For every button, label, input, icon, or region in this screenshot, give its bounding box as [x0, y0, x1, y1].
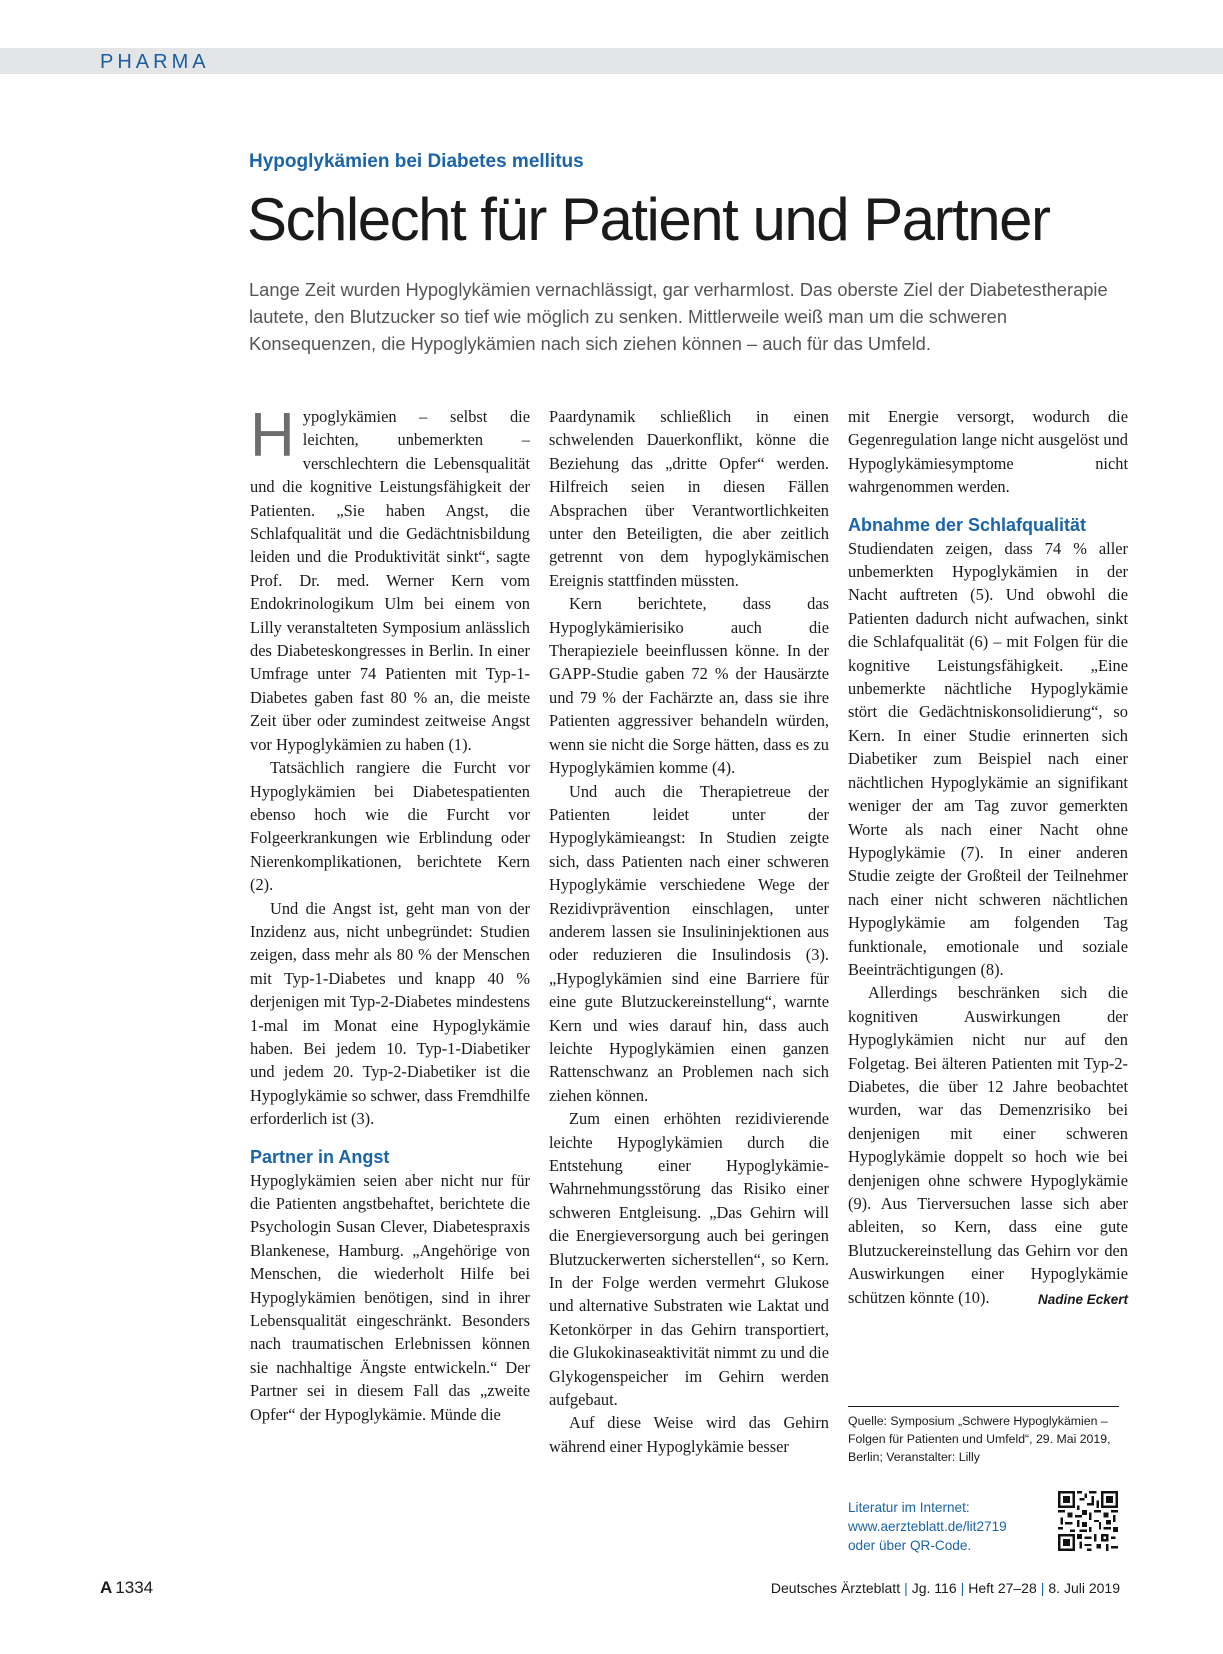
body-paragraph: Auf diese Weise wird das Gehirn während einer Hypoglykämie besser [549, 1413, 829, 1456]
author-name: Nadine Eckert [1037, 1291, 1128, 1307]
journal-issue: Heft 27–28 [968, 1580, 1037, 1596]
text-column-1 [250, 401, 530, 1426]
article-kicker: Hypoglykämien bei Diabetes mellitus [249, 151, 584, 172]
section-label: PHARMA [100, 51, 210, 73]
literature-qr-hint: oder über QR-Code. [848, 1538, 972, 1553]
body-paragraph-continued: Paardynamik schließlich in einen schwelenden Dauerkonflikt, könne die Beziehung das „dritte Opfer“ werden. Hilfreich seien in diesen Fällen Absprachen über Verantwortlichkeiten unter den Beteiligten, die aber zeitlich getrennt von dem hypoglykämischen Ereignis stattfinden müssten. [549, 407, 829, 590]
subheading-schlafqualitaet: Abnahme der Schlafqualität [848, 514, 1087, 535]
body-paragraph: Und auch die Therapietreue der Patienten leidet unter der Hypoglykämieangst: In Studien zeigte sich, dass Patienten nach einer schweren Hypoglykämie verschiedene Wege der Rezidivprävention einschlagen, unter anderem lassen sie Insulininjektionen aus oder reduzieren die Insulindosis (3). „Hypoglykämien sind eine Barriere für eine gute Blutzuckereinstellung“, warnte Kern und wies darauf hin, dass auch leichte Hypoglykämien einen ganzen Rattenschwanz an Problemen nach sich ziehen können. [549, 781, 829, 1105]
journal-name: Deutsches Ärzteblatt [770, 1580, 901, 1596]
source-note: Quelle: Symposium „Schwere Hypoglykämien – Folgen für Patienten und Umfeld“, 29. Mai 2019, Berlin; Veranstalter: Lilly [848, 1414, 1111, 1464]
drop-cap: H [250, 401, 295, 470]
journal-date: 8. Juli 2019 [1048, 1580, 1120, 1596]
page-number [100, 1578, 153, 1598]
paragraph-text: Allerdings beschränken sich die kognitiven Auswirkungen der Hypoglykämien nicht nur auf den Folgetag. Bei älteren Patienten mit Typ-2-Diabetes, die über 12 Jahre beobachtet wurden, war das Demenzrisiko bei denjenigen mit einer schweren Hypoglykämie doppelt so hoch wie bei denjenigen ohne schwere Hypoglykämie (9). Aus Tierversuchen lasse sich aber ableiten, so Kern, dass eine gute Blutzuckereinstellung das Gehirn vor den Auswirkungen einer Hypoglykämie schützen könnte (10). [848, 983, 1128, 1307]
qr-code-icon[interactable] [1058, 1491, 1118, 1551]
text-column-3 [848, 405, 1128, 1311]
paragraph-text: ypoglykämien – selbst die leichten, unbemerkten – verschlechtern die Lebensqualität und die kognitive Leistungsfähigkeit der Patienten. „Sie haben Angst, die Schlafqualität und die Gedächtnisbildung leiden und die Produktivität sinkt“, sagte Prof. Dr. med. Werner Kern vom Endokrinologikum Ulm bei einem von Lilly veranstalteten Symposium anlässlich des Diabeteskongresses in Berlin. In einer Umfrage unter 74 Patienten mit Typ-1-Diabetes gaben fast 80 % an, die meiste Zeit über oder zumindest zeitweise Angst vor Hypoglykämien zu haben (1). [250, 407, 530, 754]
journal-volume: Jg. 116 [911, 1580, 957, 1596]
article-lead: Lange Zeit wurden Hypoglykämien vernachlässigt, gar verharmlost. Das oberste Ziel der Diabetestherapie lautete, den Blutzucker so tief wie möglich zu senken. Mittlerweile weiß man um die schweren Konsequenzen, die Hypoglykämien nach sich ziehen können – auch für das Umfeld. [249, 279, 1108, 355]
body-paragraph [848, 981, 1128, 1309]
body-paragraph: Studiendaten zeigen, dass 74 % aller unbemerkten Hypoglykämien in der Nacht auftreten (5). Und obwohl die Patienten dadurch nicht aufwachen, sinkt die Schlafqualität (6) – mit Folgen für die kognitive Leistungsfähigkeit. „Eine unbemerkte nächtliche Hypoglykämie stört die Gedächtniskonsolidierung“, so Kern. In einer Studie erinnerten sich Diabetiker zum Beispiel nach einer nächtlichen Hypoglykämie an signifikant weniger der am Tag zuvor gemerkten Worte als nach einer Nacht ohne Hypoglykämie (7). In einer anderen Studie zeigte der Großteil der Teilnehmer nach einer nicht schweren nächtlichen Hypoglykämie am folgenden Tag funktionale, emotionale und soziale Beeinträchtigungen (8). [848, 538, 1128, 979]
literature-label: Literatur im Internet: [848, 1500, 970, 1515]
literature-note [848, 1498, 1048, 1555]
body-paragraph: Und die Angst ist, geht man von der Inzidenz aus, nicht unbegründet: Studien zeigen, dass mehr als 80 % der Menschen mit Typ-1-Diabetes und knapp 40 % derjenigen mit Typ-2-Diabetes mindestens 1-mal im Monat eine Hypoglykämie haben. Bei jedem 10. Typ-1-Diabetiker und jedem 20. Typ-2-Diabetiker ist die Hypoglykämie so schwer, dass Fremdhilfe erforderlich ist (3). [250, 898, 530, 1129]
page-prefix: A [100, 1578, 113, 1597]
body-paragraph: Hypoglykämien seien aber nicht nur für die Patienten angstbehaftet, berichtete die Psychologin Susan Clever, Diabetespraxis Blankenese, Hamburg. „Angehörige von Menschen, die wiederholt Hilfe bei Hypoglykämien benötigen, sind in ihrer Lebensqualität eingeschränkt. Besonders nach traumatischen Erlebnissen können sie nachhaltige Ängste entwickeln.“ Der Partner sei in diesem Fall das „zweite Opfer“ der Hypoglykämie. Münde die [250, 1170, 530, 1424]
literature-link[interactable]: www.aerzteblatt.de/lit2719 [848, 1519, 1007, 1534]
body-paragraph: Kern berichtete, dass das Hypoglykämierisiko auch die Therapieziele beeinflussen könne. In der GAPP-Studie gaben 72 % der Hausärzte und 79 % der Fachärzte an, dass sie ihre Patienten aggressiver behandeln würden, wenn sie nicht die Sorge hätten, dass es zu Hypoglykämien komme (4). [549, 594, 829, 778]
source-divider [848, 1406, 1119, 1407]
body-paragraph [250, 401, 530, 756]
text-column-2 [549, 405, 829, 1458]
body-paragraph: Zum einen erhöhten rezidivierende leichte Hypoglykämien durch die Entstehung einer Hypoglykämie-Wahrnehmungsstörung das Risiko einer schweren Entgleisung. „Das Gehirn will die Energieversorgung auch bei geringen Blutzuckerwerten sicherstellen“, so Kern. In der Folge werden vermehrt Glukose und alternative Substraten wie Laktat und Ketonkörper in das Gehirn transportiert, die Glukokinaseaktivität nimmt zu und die Glykogenspeicher im Gehirn werden aufgebaut. [549, 1109, 829, 1410]
article-title: Schlecht für Patient und Partner [247, 186, 1050, 253]
journal-footer: Deutsches Ärzteblatt | Jg. 116 | Heft 27–28 | 8. Juli 2019 [770, 1580, 1120, 1596]
subheading-partner-in-angst: Partner in Angst [250, 1146, 390, 1167]
body-paragraph: Tatsächlich rangiere die Furcht vor Hypoglykämien bei Diabetespatienten ebenso hoch wie die Furcht vor Folgeerkrankungen wie Erblindung oder Nierenkomplikationen, berichtete Kern (2). [250, 758, 530, 895]
body-paragraph-continued: mit Energie versorgt, wodurch die Gegenregulation lange nicht ausgelöst und Hypoglykämiesymptome nicht wahrgenommen werden. [848, 407, 1128, 497]
page-number-value: 1334 [115, 1578, 154, 1597]
